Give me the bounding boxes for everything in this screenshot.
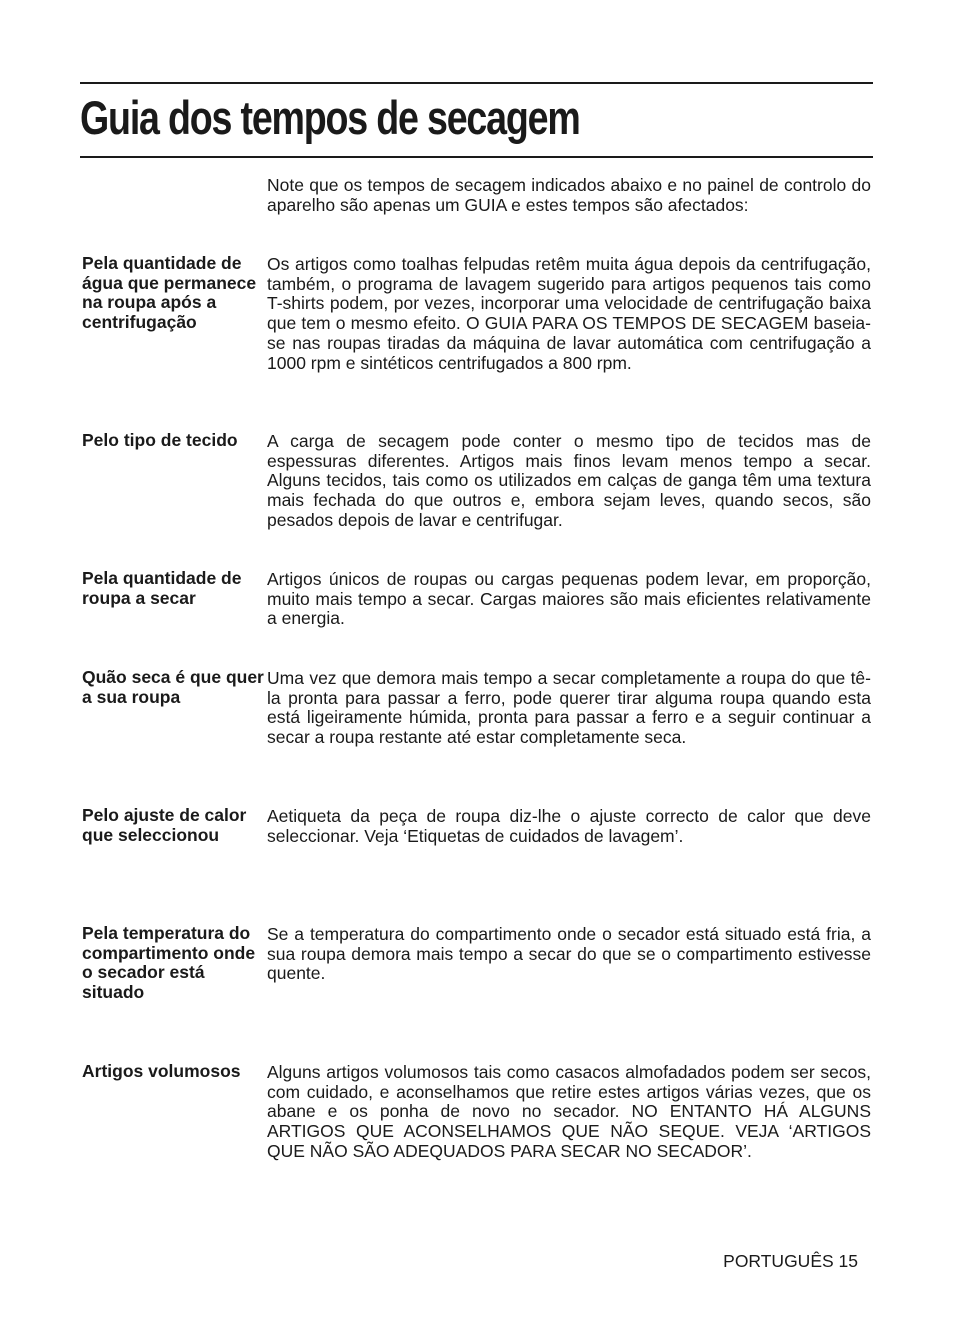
section-text-load-size: Artigos únicos de roupas ou cargas pequenas podem levar, em proporção, muito mais tempo a secar. Cargas maiores são mais eficientes relativamente a energia. [267,569,871,629]
title-underline [80,156,873,158]
page-footer: PORTUGUÊS 15 [723,1251,858,1271]
section-text-water: Os artigos como toalhas felpudas retêm muita água depois da centrifugação, também, o programa de lavagem sugerido para artigos pequenos tais como T-shirts podem, por vezes, incorporar uma velocidade de centrifugação baixa que tem o mesmo efeito. O GUIA PARA OS TEMPOS DE SECAGEM baseia-se nas roupas tiradas da máquina de lavar automática com centrifugação a 1000 rpm e sintéticos centrifugados a 800 rpm. [267,254,871,373]
intro-paragraph: Note que os tempos de secagem indicados abaixo e no painel de controlo do aparelho são apenas um GUIA e estes tempos são afectados: [267,175,871,215]
top-rule [80,82,873,84]
section-text-bulky-items: Alguns artigos volumosos tais como casacos almofadados podem ser secos, com cuidado, e aconselhamos que retire estes artigos várias vezes, que os abane e os ponha de novo no secador. NO ENTANTO HÁ ALGUNS ARTIGOS QUE ACONSELHAMOS QUE NÃO SEQUE. VEJA ‘ARTIGOS QUE NÃO SÃO ADEQUADOS PARA SECAR NO SECADOR’. [267,1062,871,1161]
section-label-bulky-items: Artigos volumosos [82,1061,241,1081]
section-label-fabric: Pelo tipo de tecido [82,430,238,450]
section-label-water: Pela quantidade de água que permanece na roupa após a centrifugação [82,253,257,333]
section-text-fabric: A carga de secagem pode conter o mesmo tipo de tecidos mas de espessuras diferentes. Artigos mais finos levam menos tempo a secar. Alguns tecidos, tais como os utilizados em calças de ganga têm uma textura mais fechada do que outros e, embora sejam leves, quando secos, são pesados depois de lavar e centrifugar. [267,431,871,530]
section-text-room-temperature: Se a temperatura do compartimento onde o secador está situado está fria, a sua roupa demora mais tempo a secar do que se o compartimento estivesse quente. [267,924,871,984]
section-label-heat-setting: Pelo ajuste de calor que seleccionou [82,805,247,845]
section-label-dryness: Quão seca é que quer a sua roupa [82,667,264,707]
section-text-heat-setting: Aetiqueta da peça de roupa diz-lhe o ajuste correcto de calor que deve seleccionar. Veja ‘Etiquetas de cuidados de lavagem’. [267,806,871,846]
section-text-dryness: Uma vez que demora mais tempo a secar completamente a roupa do que tê-la pronta para passar a ferro, pode querer tirar alguma roupa quando esta está ligeiramente húmida, pronta para passar a ferro e a seguir continuar a secar a roupa restante até estar completamente seca. [267,668,871,748]
page-title: Guia dos tempos de secagem [80,91,580,144]
section-label-room-temperature: Pela temperatura do compartimento onde o secador está situado [82,923,256,1003]
section-label-load-size: Pela quantidade de roupa a secar [82,568,242,608]
